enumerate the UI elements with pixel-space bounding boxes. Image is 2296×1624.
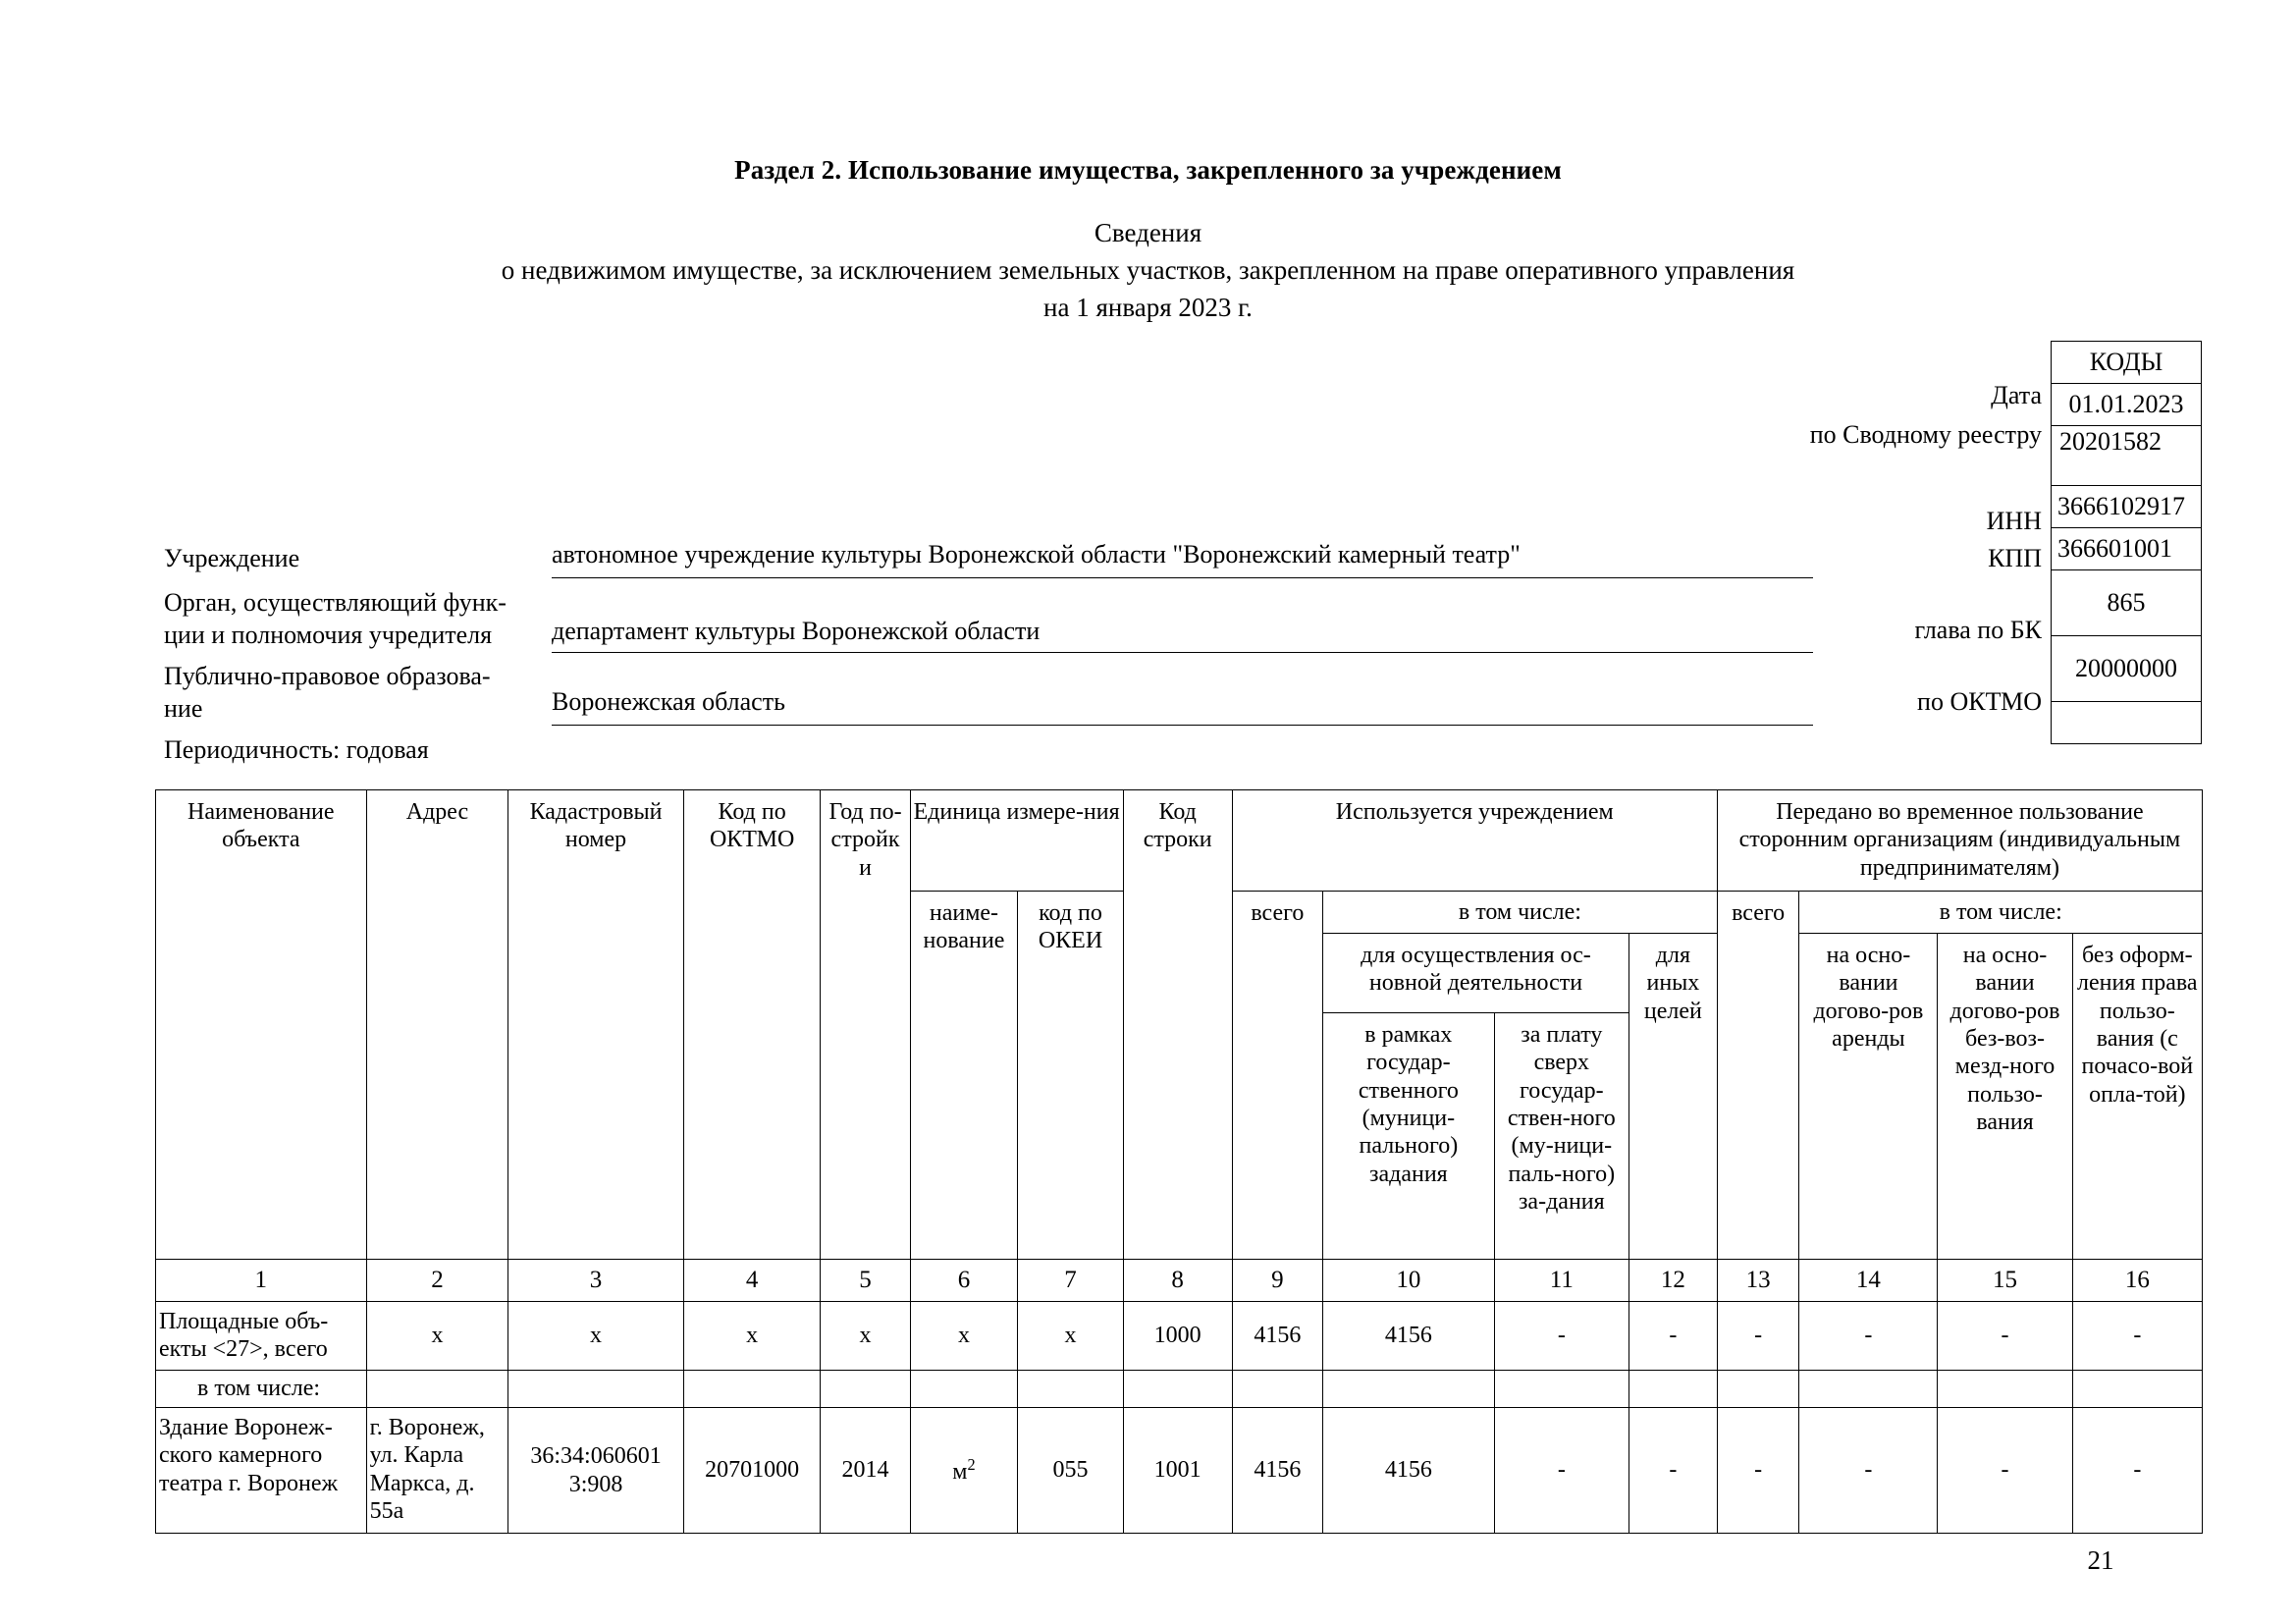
founder-label-line-1: Орган, осуществляющий функ- — [164, 588, 507, 617]
codes-inn-value: 3666102917 — [2052, 486, 2202, 528]
cell-c12 — [1629, 1371, 1717, 1408]
cell-unit-okei: х — [1018, 1302, 1123, 1371]
codes-row-header — [2052, 342, 2202, 384]
cell-row-code: 1000 — [1123, 1302, 1232, 1371]
cell-c13: - — [1717, 1302, 1799, 1371]
cell-c13 — [1717, 1371, 1799, 1408]
th-including-transferred: в том числе: — [1799, 892, 2203, 934]
subtitle-line-2: о недвижимом имуществе, за исключением земельных участков, закрепленном на праве оперативного управления — [501, 255, 1795, 285]
codes-glava-value: 865 — [2052, 570, 2202, 636]
ppo-rule — [552, 725, 1813, 726]
table-row — [156, 1408, 2203, 1534]
subtitle-line-1: Сведения — [1094, 218, 1202, 247]
cell-c16: - — [2072, 1302, 2202, 1371]
ppo-label-line-1: Публично-правовое образова- — [164, 662, 491, 690]
cell-c16: - — [2072, 1408, 2202, 1534]
cell-year — [821, 1371, 910, 1408]
th-object-name: Наименование объекта — [156, 790, 367, 1260]
cell-unit-name — [910, 1408, 1018, 1534]
th-unit-okei: код по ОКЕИ — [1018, 892, 1123, 1260]
cell-object-name: Здание Воронеж-ского камерного театра г. Воронеж — [156, 1408, 367, 1534]
codes-oktmo-value: 20000000 — [2052, 636, 2202, 702]
cell-address — [366, 1371, 508, 1408]
table-row — [156, 1371, 2203, 1408]
col-num-13: 13 — [1717, 1260, 1799, 1302]
page-title: Раздел 2. Использование имущества, закрепленного за учреждением — [734, 155, 1562, 185]
col-num-10: 10 — [1323, 1260, 1495, 1302]
page-number: 21 — [2087, 1545, 2114, 1575]
col-num-7: 7 — [1018, 1260, 1123, 1302]
cell-year: х — [821, 1302, 910, 1371]
subtitle-line-3: на 1 января 2023 г. — [1043, 293, 1253, 322]
cell-address: х — [366, 1302, 508, 1371]
th-row-code: Код строки — [1123, 790, 1232, 1260]
codes-header-cell: КОДЫ — [2052, 342, 2202, 384]
cell-c11: - — [1494, 1302, 1629, 1371]
cell-c13: - — [1717, 1408, 1799, 1534]
unit-base: м — [952, 1458, 968, 1485]
codes-oktmo-label: по ОКТМО — [1917, 687, 2042, 716]
subtitle-block — [0, 214, 2296, 326]
th-within-task: в рамках государ-ственного (муници-пального) задания — [1323, 1013, 1495, 1260]
cell-c9: 4156 — [1232, 1302, 1322, 1371]
cell-c14: - — [1799, 1408, 1938, 1534]
cell-oktmo: 20701000 — [683, 1408, 821, 1534]
col-num-2: 2 — [366, 1260, 508, 1302]
cell-c10: 4156 — [1323, 1302, 1495, 1371]
table-row — [156, 1302, 2203, 1371]
cell-c9 — [1232, 1371, 1322, 1408]
th-no-rights: без оформ-ления права пользо-вания (с почасо-вой опла-той) — [2072, 934, 2202, 1260]
th-unit-name: наиме-нование — [910, 892, 1018, 1260]
cell-unit-name — [910, 1371, 1018, 1408]
th-unit-group: Единица измере-ния — [910, 790, 1123, 892]
unit-exponent: 2 — [967, 1454, 976, 1474]
cell-c9: 4156 — [1232, 1408, 1322, 1534]
codes-kpp-value: 366601001 — [2052, 528, 2202, 570]
institution-label: Учреждение — [164, 544, 300, 572]
cell-year: 2014 — [821, 1408, 910, 1534]
codes-inn-label: ИНН — [1986, 507, 2042, 535]
codes-glava-label: глава по БК — [1914, 616, 2042, 644]
cell-c15: - — [1938, 1408, 2072, 1534]
cell-oktmo — [683, 1371, 821, 1408]
founder-rule — [552, 652, 1813, 653]
cell-oktmo: х — [683, 1302, 821, 1371]
col-num-16: 16 — [2072, 1260, 2202, 1302]
cell-unit-okei — [1018, 1371, 1123, 1408]
codes-date-value: 01.01.2023 — [2052, 384, 2202, 426]
founder-value: департамент культуры Воронежской области — [552, 617, 1041, 645]
cell-c10: 4156 — [1323, 1408, 1495, 1534]
cell-c15: - — [1938, 1302, 2072, 1371]
th-main-activity: для осуществления ос-новной деятельности — [1323, 934, 1629, 1013]
cell-c11 — [1494, 1371, 1629, 1408]
th-lease-contracts: на осно-вании догово-ров аренды — [1799, 934, 1938, 1260]
ppo-value: Воронежская область — [552, 687, 785, 716]
th-total-transferred: всего — [1717, 892, 1799, 1260]
col-num-8: 8 — [1123, 1260, 1232, 1302]
th-address: Адрес — [366, 790, 508, 1260]
cell-cadastral: х — [508, 1302, 683, 1371]
codes-row-blank — [2052, 702, 2202, 744]
institution-value: автономное учреждение культуры Воронежской области "Воронежский камерный театр" — [552, 540, 1521, 568]
cell-c12: - — [1629, 1408, 1717, 1534]
codes-row-kpp — [2052, 528, 2202, 570]
table-column-numbers-row — [156, 1260, 2203, 1302]
codes-blank-value — [2052, 702, 2202, 744]
codes-row-svod — [2052, 426, 2202, 486]
th-oktmo-code: Код по ОКТМО — [683, 790, 821, 1260]
cell-unit-okei: 055 — [1018, 1408, 1123, 1534]
th-transferred: Передано во временное пользование сторонним организациям (индивидуальным предпринимателям) — [1717, 790, 2202, 892]
col-num-3: 3 — [508, 1260, 683, 1302]
codes-svod-value: 20201582 — [2052, 426, 2202, 486]
cell-c10 — [1323, 1371, 1495, 1408]
cell-c11: - — [1494, 1408, 1629, 1534]
col-num-12: 12 — [1629, 1260, 1717, 1302]
th-build-year: Год по-стройк и — [821, 790, 910, 1260]
codes-kpp-label: КПП — [1988, 544, 2042, 572]
cell-c16 — [2072, 1371, 2202, 1408]
institution-rule — [552, 577, 1813, 578]
codes-table — [2051, 341, 2202, 744]
th-paid-over-task: за плату сверх государ-ствен-ного (му-ници-паль-ного) за-дания — [1494, 1013, 1629, 1260]
cell-c12: - — [1629, 1302, 1717, 1371]
cell-c14 — [1799, 1371, 1938, 1408]
cell-unit-name: х — [910, 1302, 1018, 1371]
col-num-11: 11 — [1494, 1260, 1629, 1302]
codes-row-date — [2052, 384, 2202, 426]
col-num-9: 9 — [1232, 1260, 1322, 1302]
th-other-purposes: для иных целей — [1629, 934, 1717, 1260]
property-usage-table — [155, 789, 2203, 1534]
codes-row-oktmo — [2052, 636, 2202, 702]
th-cadastral-number: Кадастровый номер — [508, 790, 683, 1260]
th-free-use-contracts: на осно-вании догово-ров без-воз-мезд-ного пользо-вания — [1938, 934, 2072, 1260]
periodicity-label: Периодичность: годовая — [164, 735, 429, 764]
cell-object-name: Площадные объ-екты <27>, всего — [156, 1302, 367, 1371]
codes-row-inn — [2052, 486, 2202, 528]
col-num-14: 14 — [1799, 1260, 1938, 1302]
col-num-4: 4 — [683, 1260, 821, 1302]
cell-object-name: в том числе: — [156, 1371, 367, 1408]
codes-svod-label: по Сводному реестру — [1809, 420, 2042, 449]
codes-date-label: Дата — [1991, 381, 2042, 409]
cell-row-code — [1123, 1371, 1232, 1408]
cell-row-code: 1001 — [1123, 1408, 1232, 1534]
th-used-by-institution: Используется учреждением — [1232, 790, 1717, 892]
codes-row-glava — [2052, 570, 2202, 636]
table-header-row-1 — [156, 790, 2203, 892]
col-num-6: 6 — [910, 1260, 1018, 1302]
ppo-label-line-2: ние — [164, 694, 203, 723]
cell-c15 — [1938, 1371, 2072, 1408]
col-num-5: 5 — [821, 1260, 910, 1302]
th-total-used: всего — [1232, 892, 1322, 1260]
founder-label-line-2: ции и полномочия учредителя — [164, 621, 493, 649]
cell-cadastral — [508, 1371, 683, 1408]
col-num-15: 15 — [1938, 1260, 2072, 1302]
cell-c14: - — [1799, 1302, 1938, 1371]
cell-cadastral: 36:34:060601 3:908 — [508, 1408, 683, 1534]
th-including-used: в том числе: — [1323, 892, 1718, 934]
cell-address: г. Воронеж, ул. Карла Маркса, д. 55а — [366, 1408, 508, 1534]
col-num-1: 1 — [156, 1260, 367, 1302]
